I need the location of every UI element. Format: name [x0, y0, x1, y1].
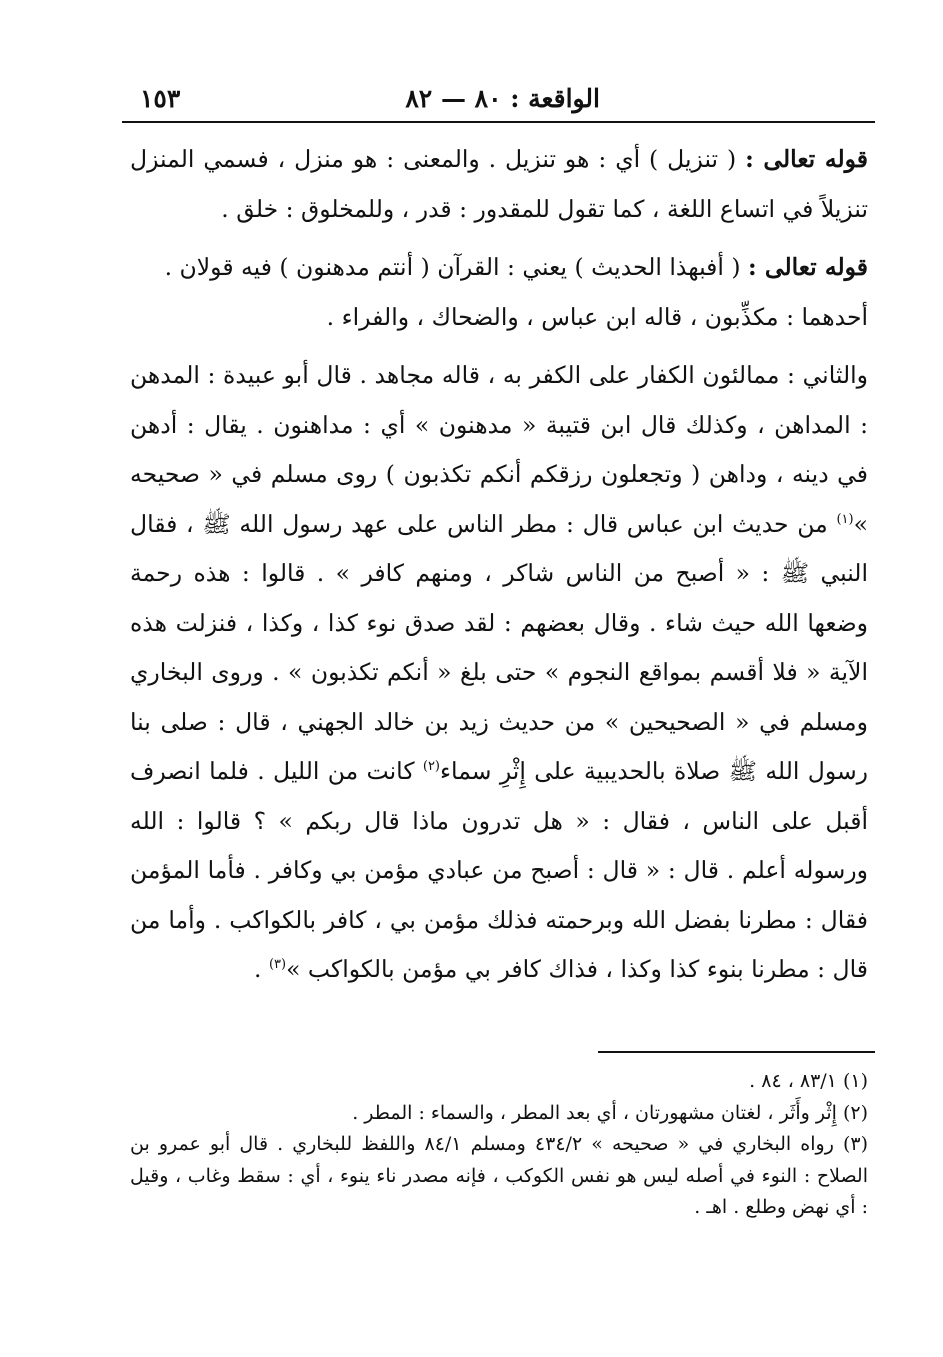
- paragraph-text: كانت من الليل . فلما انصرف أقبل على الناس ، فقال : « هل تدرون ماذا قال ربكم » ؟ قالوا : الله ورسوله أعلم . قال : « قال : أصبح من عبادي مؤمن بي وكافر . فأما المؤمن فقال : مطرنا بفضل الله وبرحمته فذلك مؤمن بي ، كافر بالكواكب . وأما من قال : مطرنا بنوء كذا وكذا ، فذاك كافر بي مؤمن بالكواكب »: [130, 757, 868, 983]
- paragraph-second-opinion: [130, 351, 868, 995]
- footnote-marker: (١): [836, 511, 854, 527]
- paragraph-lead: قوله تعالى :: [745, 145, 868, 173]
- paragraph-text: من حديث ابن عباس قال : مطر الناس على عهد رسول الله ﷺ ، فقال النبي ﷺ : « أصبح من الناس شاكر ، ومنهم كافر » . قالوا : هذه رحمة وضعها الله حيث شاء . وقال بعضهم : لقد صدق نوء كذا ، وكذا ، فنزلت هذه الآية « فلا أقسم بمواقع النجوم » حتى بلغ « أنكم تكذبون » . وروى البخاري ومسلم في « الصحيحين » من حديث زيد بن خالد الجهني ، قال : صلى بنا رسول الله ﷺ صلاة بالحديبية على إِثْرِ سماء: [130, 509, 868, 785]
- footnote-1: (١) ٨٣/١ ، ٨٤ .: [749, 1070, 868, 1092]
- footnote-3: (٣) رواه البخاري في « صحيحه » ٤٣٤/٢ ومسلم ٨٤/١ واللفظ للبخاري . قال أبو عمرو بن الصلاح : النوء في أصله ليس هو نفس الكوكب ، فإنه مصدر ناء ينوء ، أي : سقط وغاب ، وقيل : أي نهض وطلع . اهـ .: [130, 1133, 868, 1218]
- paragraph-text: والثاني : ممالئون الكفار على الكفر به ، قاله مجاهد . قال أبو عبيدة : المدهن : المداهن ، وكذلك قال ابن قتيبة « مدهنون » أي : مداهنون . يقال : أدهن في دينه ، وداهن ( وتجعلون رزقكم أنكم تكذبون ) روى مسلم في « صحيحه »: [130, 361, 868, 538]
- header-rule: [122, 121, 875, 123]
- paragraph-lead: قوله تعالى :: [748, 253, 868, 281]
- footnote-marker: (٢): [422, 759, 440, 775]
- page-number: ١٥٣: [140, 84, 181, 113]
- paragraph-first-opinion: [130, 293, 868, 343]
- paragraph-text: ( أفبهذا الحديث ) يعني : القرآن ( أنتم مدهنون ) فيه قولان .: [164, 253, 749, 281]
- footnote-rule: [598, 1051, 875, 1053]
- page-header: [120, 78, 875, 118]
- footnotes: [130, 1066, 868, 1224]
- paragraph-text: أحدهما : مكذِّبون ، قاله ابن عباس ، والضحاك ، والفراء .: [326, 302, 868, 331]
- paragraph-mudhinun: [130, 243, 868, 293]
- paragraph-tanzil: [130, 135, 868, 234]
- footnote-marker: (٣): [268, 957, 287, 973]
- paragraph-text: .: [253, 955, 269, 983]
- main-text: [130, 135, 868, 995]
- running-title: الواقعة : ٨٠ — ٨٢: [405, 84, 600, 113]
- paragraph-text: ( تنزيل ) أي : هو تنزيل . والمعنى : هو منزل ، فسمي المنزل تنزيلاً في اتساع اللغة ، كما تقول للمقدور : قدر ، وللمخلوق : خلق .: [130, 145, 868, 223]
- footnote-2: (٢) إِثْر وأَثَر ، لغتان مشهورتان ، أي بعد المطر ، والسماء : المطر .: [352, 1101, 868, 1124]
